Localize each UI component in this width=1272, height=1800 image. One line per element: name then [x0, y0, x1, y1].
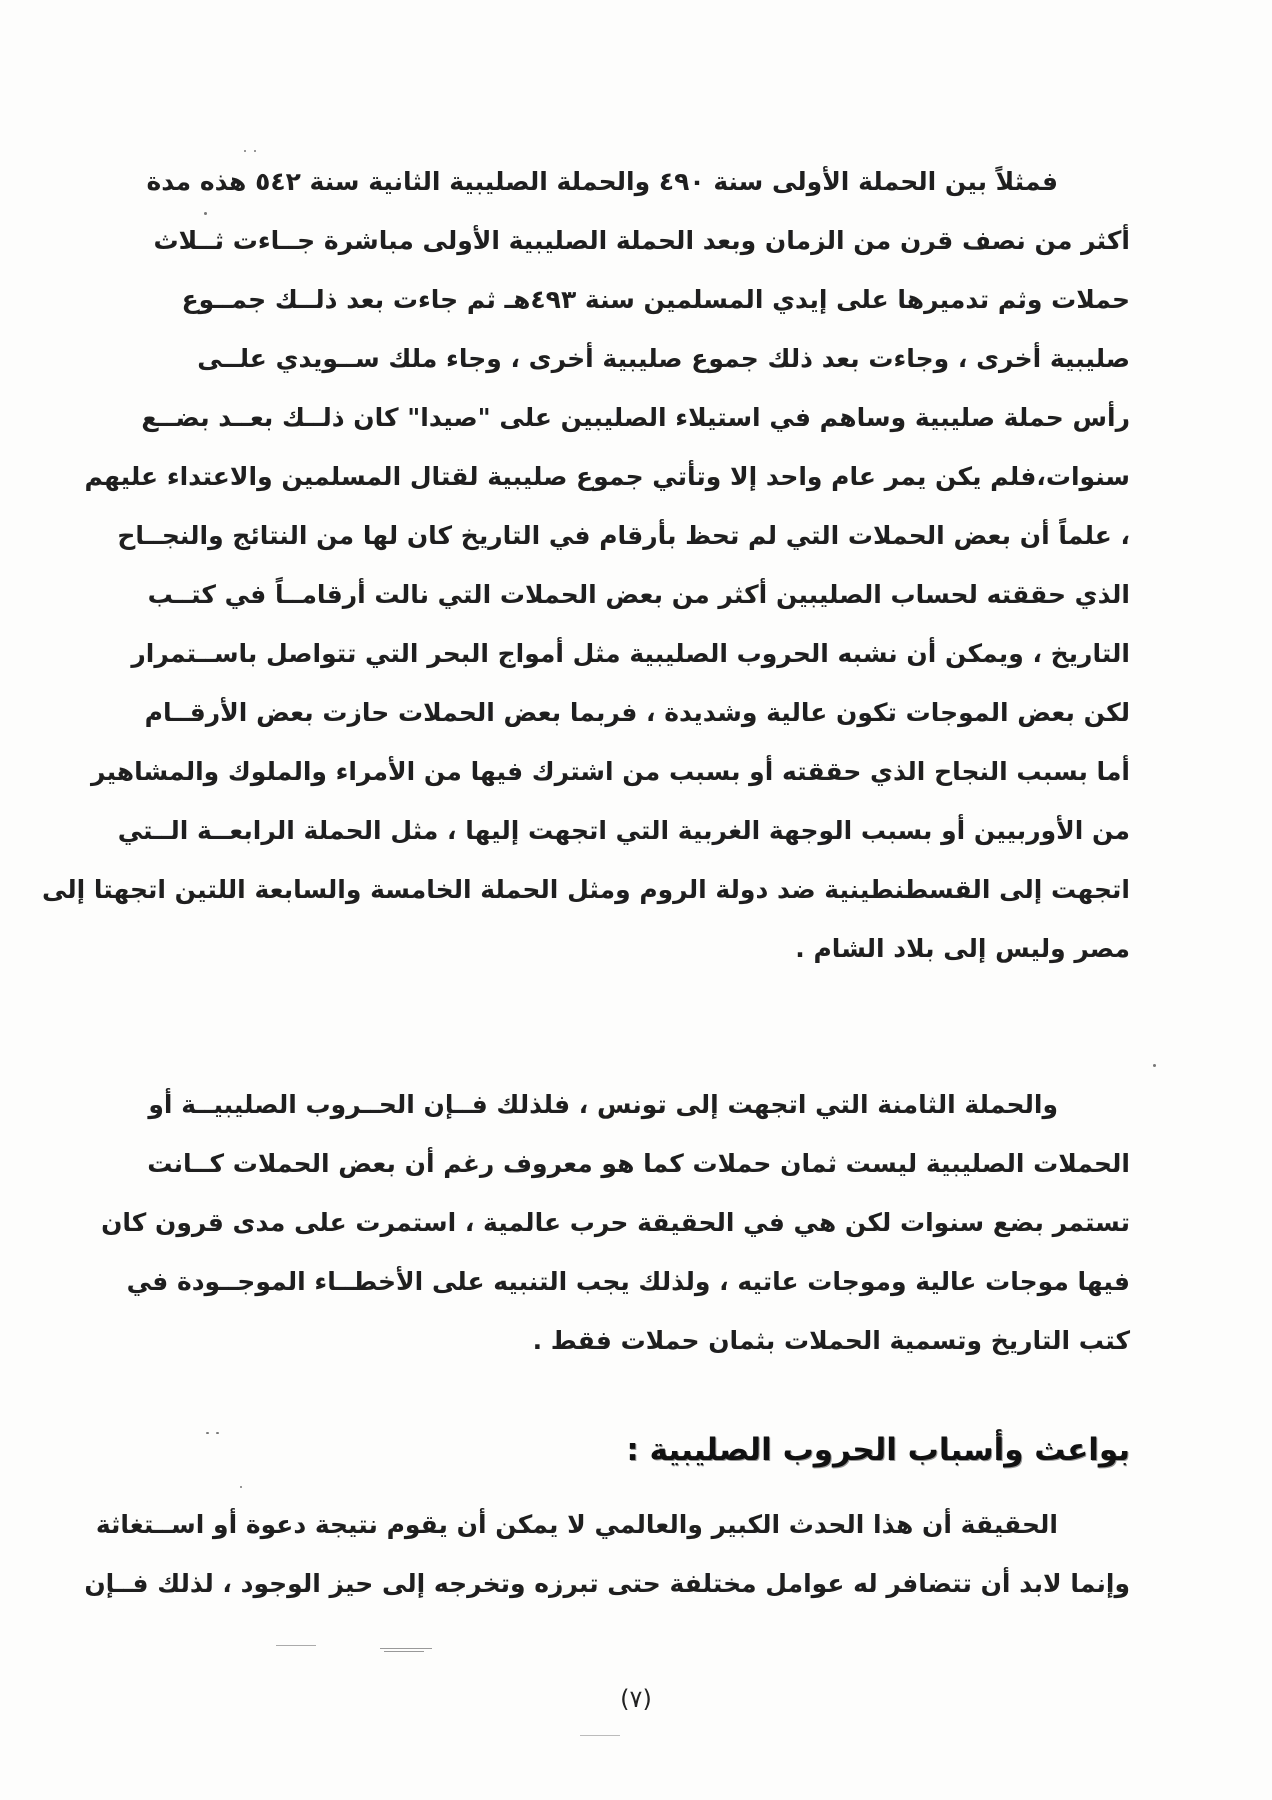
text-line: أما بسبب النجاح الذي حققته أو بسبب من اشترك فيها من الأمراء والملوك والمشاهير: [91, 757, 1130, 786]
text-line: الحملات الصليبية ليست ثمان حملات كما هو معروف رغم أن بعض الحملات كــانت: [147, 1149, 1130, 1178]
text-line: سنوات،فلم يكن يمر عام واحد إلا وتأتي جموع صليبية لقتال المسلمين والاعتداء عليهم: [84, 462, 1130, 491]
text-line: التاريخ ، ويمكن أن نشبه الحروب الصليبية مثل أمواج البحر التي تتواصل باســتمرار: [131, 639, 1130, 668]
scan-speck: [240, 1486, 242, 1488]
scan-smudge: [276, 1645, 316, 1646]
paragraph-3: [84, 1495, 1130, 1613]
scan-smudge: [384, 1651, 424, 1652]
page-number: (٧): [620, 1685, 652, 1713]
text-line: رأس حملة صليبية وساهم في استيلاء الصليبين على "صيدا" كان ذلــك بعــد بضــع: [141, 403, 1130, 432]
scan-speck: [206, 1432, 209, 1434]
scan-smudge: [580, 1735, 620, 1736]
paragraph-1: [41, 152, 1130, 978]
text-line: صليبية أخرى ، وجاءت بعد ذلك جموع صليبية أخرى ، وجاء ملك ســويدي علــى: [197, 344, 1130, 373]
text-line: ، علماً أن بعض الحملات التي لم تحظ بأرقام في التاريخ كان لها من النتائج والنجــاح: [117, 521, 1130, 550]
text-line: فيها موجات عالية وموجات عاتيه ، ولذلك يجب التنبيه على الأخطــاء الموجــودة في: [126, 1267, 1130, 1296]
paragraph-2: [101, 1075, 1130, 1370]
scan-speck: [216, 1432, 219, 1434]
text-line: كتب التاريخ وتسمية الحملات بثمان حملات فقط .: [532, 1326, 1130, 1355]
text-line: اتجهت إلى القسطنطينية ضد دولة الروم ومثل الحملة الخامسة والسابعة اللتين اتجهتا إلى: [41, 875, 1130, 904]
text-line: من الأوربيين أو بسبب الوجهة الغربية التي اتجهت إليها ، مثل الحملة الرابعــة الــتي: [117, 816, 1130, 845]
scan-speck: [1153, 1064, 1156, 1067]
section-heading: بواعث وأسباب الحروب الصليبية :: [626, 1432, 1130, 1468]
text-line: وإنما لابد أن تتضافر له عوامل مختلفة حتى تبرزه وتخرجه إلى حيز الوجود ، لذلك فــإن: [84, 1569, 1130, 1598]
text-line: الحقيقة أن هذا الحدث الكبير والعالمي لا يمكن أن يقوم نتيجة دعوة أو اســتغاثة: [95, 1510, 1058, 1539]
scan-smudge: [380, 1648, 432, 1649]
text-line: فمثلاً بين الحملة الأولى سنة ٤٩٠ والحملة الصليبية الثانية سنة ٥٤٢ هذه مدة: [146, 167, 1058, 196]
text-line: تستمر بضع سنوات لكن هي في الحقيقة حرب عالمية ، استمرت على مدى قرون كان: [101, 1208, 1130, 1237]
text-line: والحملة الثامنة التي اتجهت إلى تونس ، فلذلك فــإن الحــروب الصليبيــة أو: [148, 1090, 1058, 1119]
text-line: حملات وثم تدميرها على إيدي المسلمين سنة ٤٩٣هـ ثم جاءت بعد ذلــك جمــوع: [181, 285, 1130, 314]
text-line: أكثر من نصف قرن من الزمان وبعد الحملة الصليبية الأولى مباشرة جــاءت ثــلاث: [153, 226, 1130, 255]
text-line: مصر وليس إلى بلاد الشام .: [795, 934, 1130, 963]
text-line: لكن بعض الموجات تكون عالية وشديدة ، فربما بعض الحملات حازت بعض الأرقــام: [144, 698, 1130, 727]
text-line: الذي حققته لحساب الصليبين أكثر من بعض الحملات التي نالت أرقامــاً في كتــب: [147, 580, 1130, 609]
